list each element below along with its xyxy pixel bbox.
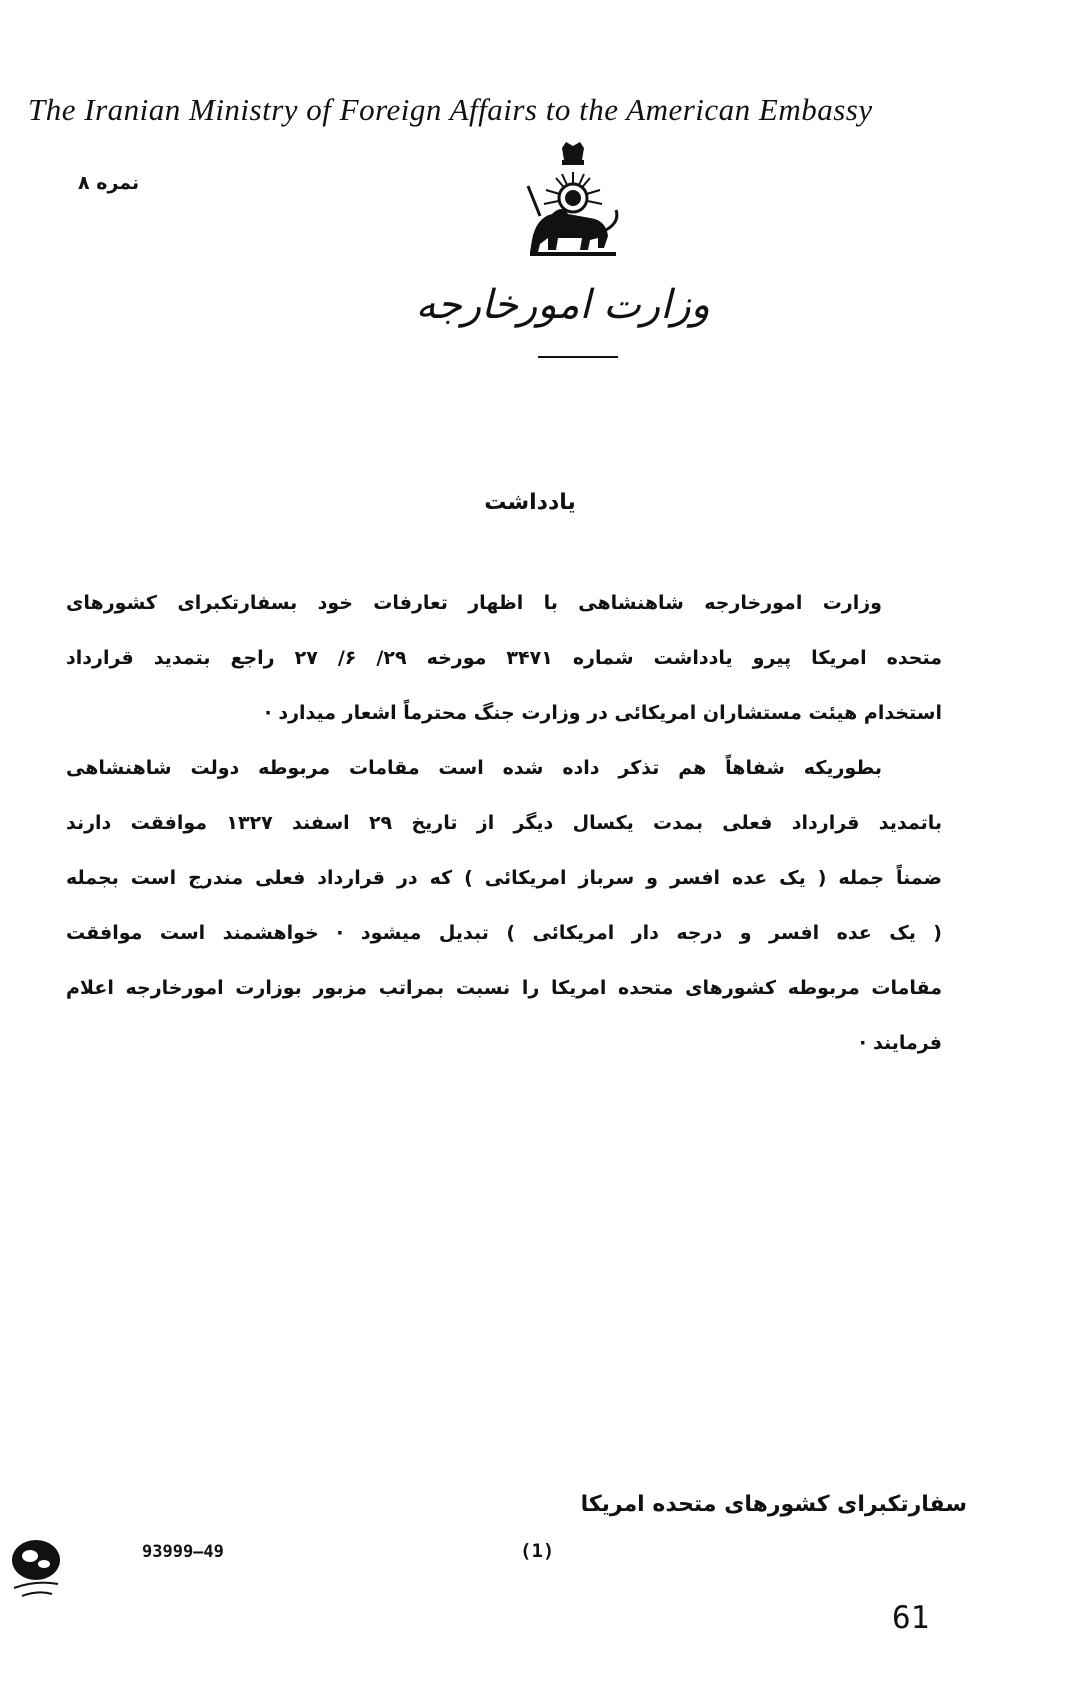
body-line: باتمدید قرارداد فعلی بمدت یکسال دیگر از تاریخ ۲۹ اسفند ۱۳۲۷ موافقت دارند (66, 812, 942, 834)
addressee: سفارتکبرای کشورهای متحده امریکا (580, 1492, 967, 1517)
body-line: وزارت امورخارجه شاهنشاهی با اظهار تعارفات خود بسفارتکبرای کشورهای (66, 592, 882, 614)
body-line: فرمایند · (859, 1032, 942, 1054)
body-line: استخدام هیئت مستشاران امریکائی در وزارت جنگ محترماً اشعار میدارد · (264, 702, 942, 724)
header-title: The Iranian Ministry of Foreign Affairs to the American Embassy (28, 92, 873, 127)
page-number: 61 (892, 1600, 930, 1636)
print-code: 93999—49 (142, 1542, 224, 1562)
body-line: ( یک عده افسر و درجه دار امریکائی ) تبدیل میشود · خواهشمند است موافقت (66, 922, 942, 944)
body-line: بطوریکه شفاهاً هم تذکر داده شده است مقامات مربوطه دولت شاهنشاهی (66, 757, 882, 779)
body-line: متحده امریکا پیرو یادداشت شماره ۳۴۷۱ مورخه ۲۹/ ۶/ ۲۷ راجع بتمدید قرارداد (66, 647, 942, 669)
letterhead-divider (538, 356, 618, 358)
page-marker: (1) (520, 1540, 555, 1562)
lion-and-sun-emblem-icon (518, 140, 628, 268)
body-line: مقامات مربوطه کشورهای متحده امریکا را نسبت بمراتب مزبور بوزارت امورخارجه اعلام (66, 977, 942, 999)
document-heading: یادداشت (484, 490, 576, 515)
document-body (66, 576, 942, 1071)
ministry-name: وزارت امورخارجه (415, 282, 710, 328)
document-number: نمره ۸ (78, 172, 140, 194)
printer-seal-icon (8, 1534, 64, 1604)
body-line: ضمناً جمله ( یک عده افسر و سرباز امریکائی ) که در قرارداد فعلی مندرج است بجمله (66, 867, 942, 889)
